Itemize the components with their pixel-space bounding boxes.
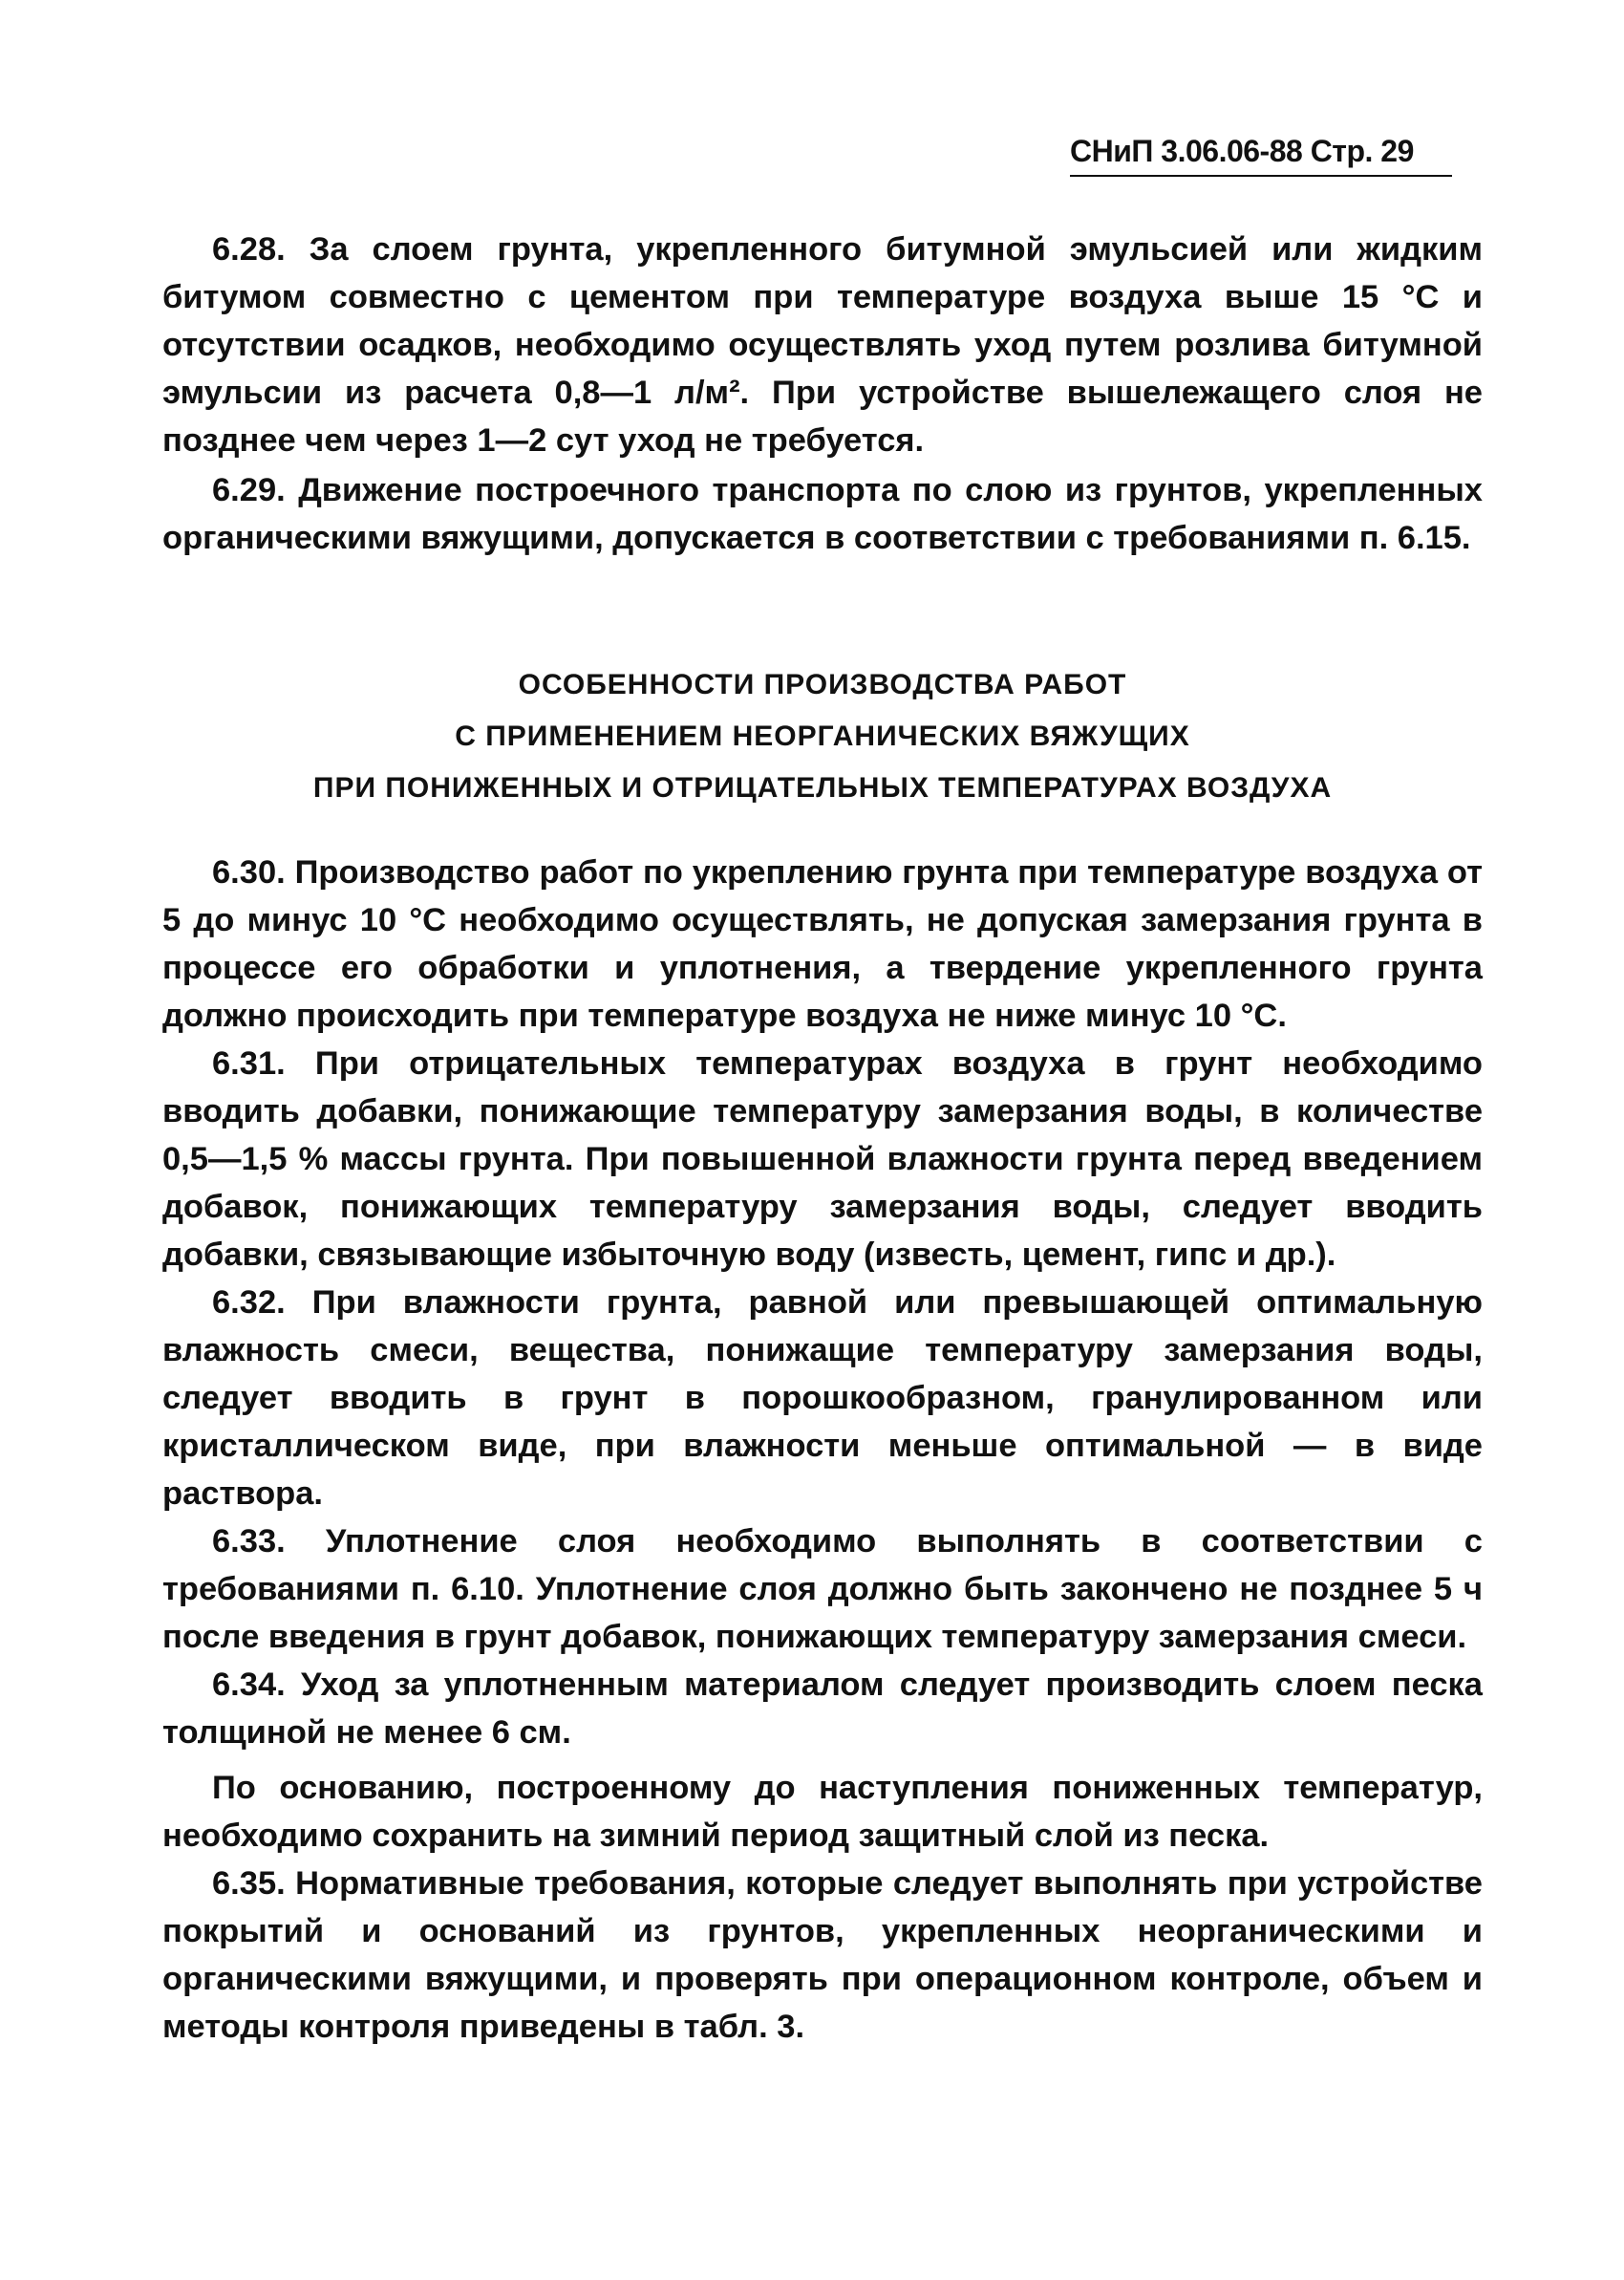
paragraph-number: 6.30.	[212, 854, 286, 891]
paragraph-number: 6.34.	[212, 1667, 286, 1703]
paragraph-text: При влажности грунта, равной или превышающей оптимальную влажность смеси, вещества, понижащие температуру замерзания воды, следует вводить в грунт в порошкообразном, гранулированном или кристаллическом виде, при влажности меньше оптимальной — в виде раствора.	[162, 1284, 1483, 1512]
bottom-paragraphs	[162, 849, 1483, 2051]
paragraph-text: Нормативные требования, которые следует выполнять при устройстве покрытий и оснований из грунтов, укрепленных неорганическими и органическими вяжущими, и проверять при операционном контроле, объем и методы контроля приведены в табл. 3.	[162, 1865, 1483, 2045]
paragraph-6-28	[162, 226, 1483, 464]
paragraph-text: За слоем грунта, укрепленного битумной эмульсией или жидким битумом совместно с цементом при температуре воздуха выше 15 °С и отсутствии осадков, необходимо осуществлять уход путем розлива битумной эмульсии из расчета 0,8—1 л/м². При устройстве вышележащего слоя не позднее чем через 1—2 сут уход не требуется.	[162, 231, 1483, 459]
paragraph-6-33	[162, 1517, 1483, 1661]
section-heading	[162, 659, 1483, 814]
paragraph-number: 6.33.	[212, 1523, 286, 1559]
paragraph-text: Производство работ по укреплению грунта при температуре воздуха от 5 до минус 10 °С необходимо осуществлять, не допуская замерзания грунта в процессе его обработки и уплотнения, а твердение укрепленного грунта должно происходить при температуре воздуха не ниже минус 10 °С.	[162, 854, 1483, 1034]
top-paragraphs	[162, 226, 1483, 562]
paragraph-number: 6.29.	[212, 472, 286, 508]
paragraph-text: Движение построечного транспорта по слою из грунтов, укрепленных органическими вяжущими, допускается в соответствии с требованиями п. 6.15.	[162, 472, 1483, 556]
paragraph-6-31	[162, 1040, 1483, 1279]
paragraph-6-30	[162, 849, 1483, 1040]
paragraph-text: Уход за уплотненным материалом следует производить слоем песка толщиной не менее 6 см.	[162, 1667, 1483, 1751]
paragraph-number: 6.31.	[212, 1045, 286, 1082]
paragraph-text: По основанию, построенному до наступления пониженных температур, необходимо сохранить на зимний период защитный слой из песка.	[162, 1770, 1483, 1854]
paragraph-number: 6.32.	[212, 1284, 286, 1321]
paragraph-number: 6.28.	[212, 231, 286, 268]
page-header-doc-ref: СНиП 3.06.06-88 Стр. 29	[1070, 134, 1452, 177]
paragraph-6-34-continuation	[162, 1764, 1483, 1860]
paragraph-text: При отрицательных температурах воздуха в грунт необходимо вводить добавки, понижающие температуру замерзания воды, в количестве 0,5—1,5 % массы грунта. При повышенной влажности грунта перед введением добавок, понижающих температуру замерзания воды, следует вводить добавки, связывающие избыточную воду (известь, цемент, гипс и др.).	[162, 1045, 1484, 1273]
paragraph-6-35	[162, 1860, 1483, 2051]
section-heading-line-2: С ПРИМЕНЕНИЕМ НЕОРГАНИЧЕСКИХ ВЯЖУЩИХ	[455, 721, 1190, 752]
paragraph-6-34	[162, 1661, 1483, 1756]
section-heading-line-3: ПРИ ПОНИЖЕННЫХ И ОТРИЦАТЕЛЬНЫХ ТЕМПЕРАТУРАХ ВОЗДУХА	[312, 772, 1333, 804]
paragraph-text: Уплотнение слоя необходимо выполнять в соответствии с требованиями п. 6.10. Уплотнение слоя должно быть закончено не позднее 5 ч после введения в грунт добавок, понижающих температуру замерзания смеси.	[162, 1523, 1483, 1655]
section-heading-line-1: ОСОБЕННОСТИ ПРОИЗВОДСТВА РАБОТ	[518, 669, 1127, 700]
paragraph-6-32	[162, 1279, 1483, 1517]
paragraph-6-29	[162, 466, 1483, 562]
paragraph-number: 6.35.	[212, 1865, 286, 1902]
